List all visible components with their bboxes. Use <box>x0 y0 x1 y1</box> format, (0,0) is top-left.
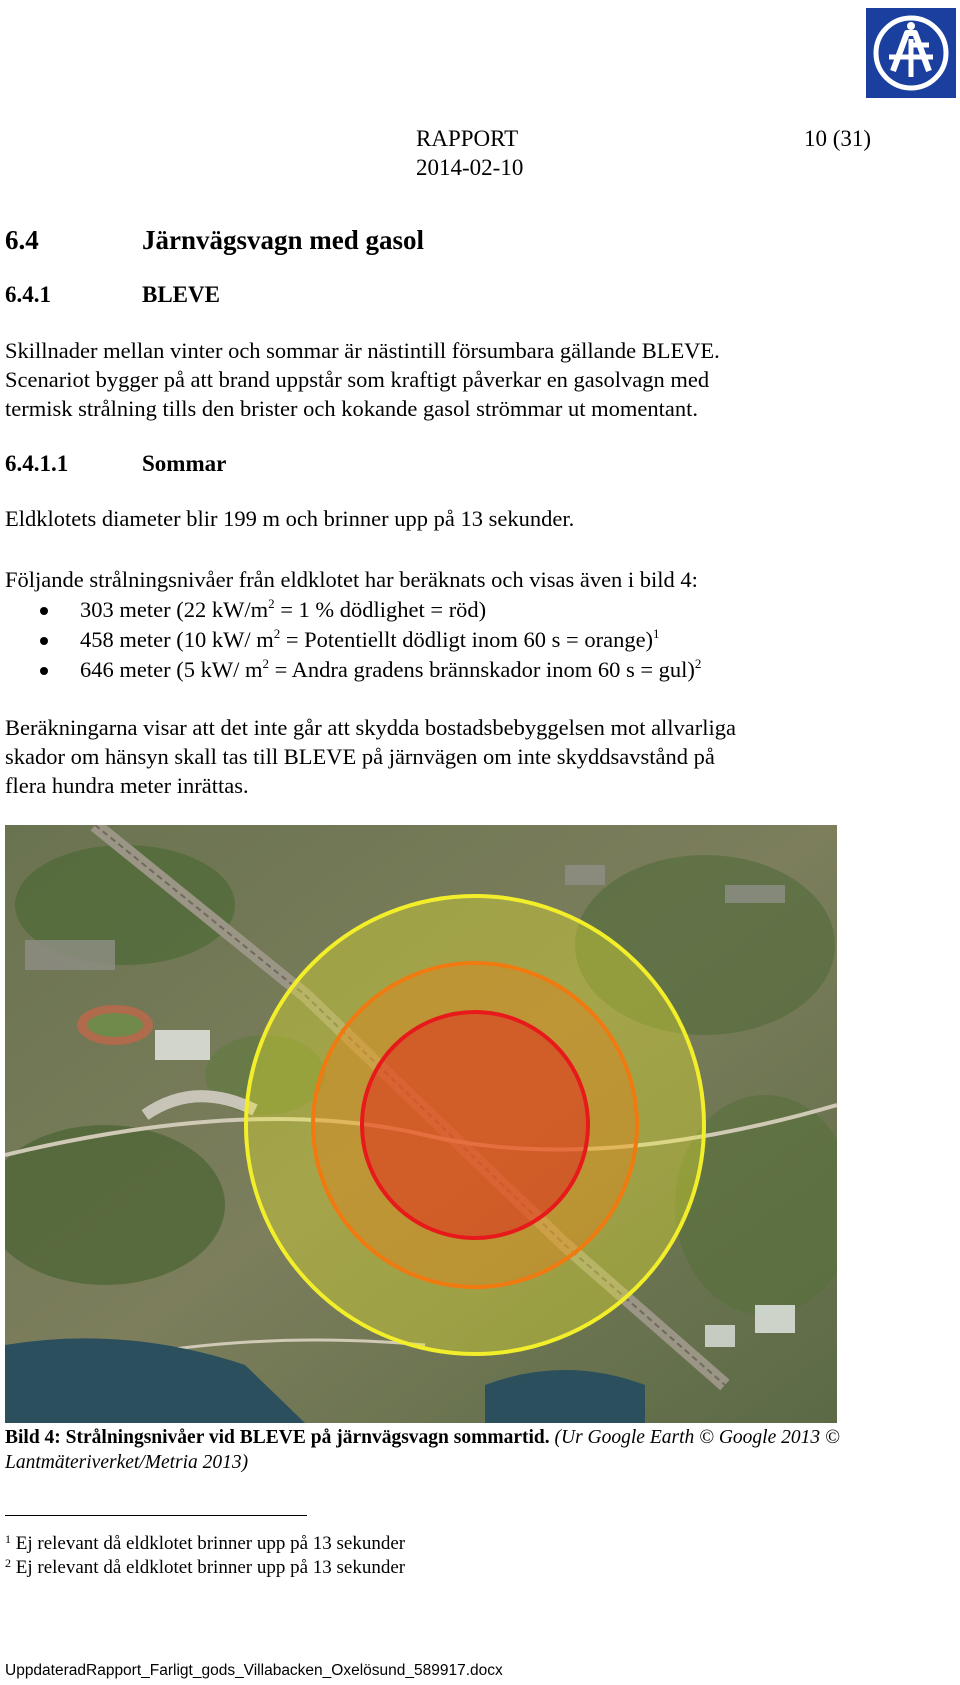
caption-title: Bild 4: Strålningsnivåer vid BLEVE på järnvägsvagn sommartid. <box>5 1427 550 1448</box>
af-logo-mark <box>871 13 951 93</box>
bullet-dot <box>40 667 48 675</box>
section-title: Järnvägsvagn med gasol <box>142 225 425 255</box>
bullet-dot <box>40 607 48 615</box>
section-title: BLEVE <box>142 282 220 307</box>
paragraph-line: Skillnader mellan vinter och sommar är nästintill försumbara gällande BLEVE. <box>5 338 720 363</box>
figure-caption <box>5 1425 845 1475</box>
paragraph-line: flera hundra meter inrättas. <box>5 773 249 798</box>
section-heading-6-4-1 <box>5 281 220 309</box>
radiation-zone-red <box>362 1012 588 1238</box>
caption-credit: (Ur Google Earth © Google 2013 © Lantmäteriverket/Metria 2013) <box>5 1427 840 1473</box>
aerial-map <box>5 825 837 1423</box>
af-logo <box>866 8 956 98</box>
section-number: 6.4 <box>5 225 39 255</box>
paragraph-line: Scenariot bygger på att brand uppstår som kraftigt påverkar en gasolvagn med <box>5 367 710 392</box>
footnote-1: $^1$ Ej relevant då eldklotet brinner upp på 13 sekunder <box>5 1532 406 1554</box>
page-number: 10 (31) <box>804 126 872 151</box>
bullet-item-yellow: 646 meter (5 kW/ $m^2$ = Andra gradens brännskador inom 60 s = gul)$^2$ <box>80 656 702 682</box>
report-date: 2014-02-10 <box>416 155 524 180</box>
paragraph-fireball-diameter: Eldklotets diameter blir 199 m och brinner upp på 13 sekunder. <box>5 506 575 531</box>
paragraph-line: termisk strålning tills den brister och kokande gasol strömmar ut momentant. <box>5 396 698 421</box>
footnote-ref: 1 <box>653 626 660 641</box>
section-heading-6-4-1-1 <box>5 450 227 478</box>
section-heading-6-4 <box>5 224 425 256</box>
paragraph-radiation-levels: Följande strålningsnivåer från eldklotet har beräknats och visas även i bild 4: <box>5 567 698 592</box>
section-title: Sommar <box>142 451 227 476</box>
section-number: 6.4.1.1 <box>5 451 69 476</box>
aerial-map-figure <box>5 825 837 1423</box>
footnote-ref: 2 <box>694 656 702 671</box>
bullet-dot <box>40 637 48 645</box>
footnote-separator <box>5 1515 307 1516</box>
paragraph-intro <box>5 336 845 423</box>
paragraph-line: Beräkningarna visar att det inte går att skydda bostadsbebyggelsen mot allvarliga <box>5 715 737 740</box>
report-label: RAPPORT <box>416 126 519 151</box>
bullet-item-red: 303 meter (22 $kW/m^2 = 1$ % dödlighet = röd) <box>80 596 487 622</box>
bullet-item-orange: 458 meter (10 kW/ $m^2$ = Potentiellt dödligt inom 60 s = orange)$^1$ <box>80 626 660 652</box>
paragraph-conclusion <box>5 713 845 800</box>
paragraph-line: skador om hänsyn skall tas till BLEVE på järnvägen om inte skyddsavstånd på <box>5 744 715 769</box>
footnote-2: $^2$ Ej relevant då eldklotet brinner upp på 13 sekunder <box>5 1556 406 1578</box>
section-number: 6.4.1 <box>5 282 51 307</box>
document-filename: UppdateradRapport_Farligt_gods_Villabacken_Oxelösund_589917.docx <box>5 1662 503 1679</box>
